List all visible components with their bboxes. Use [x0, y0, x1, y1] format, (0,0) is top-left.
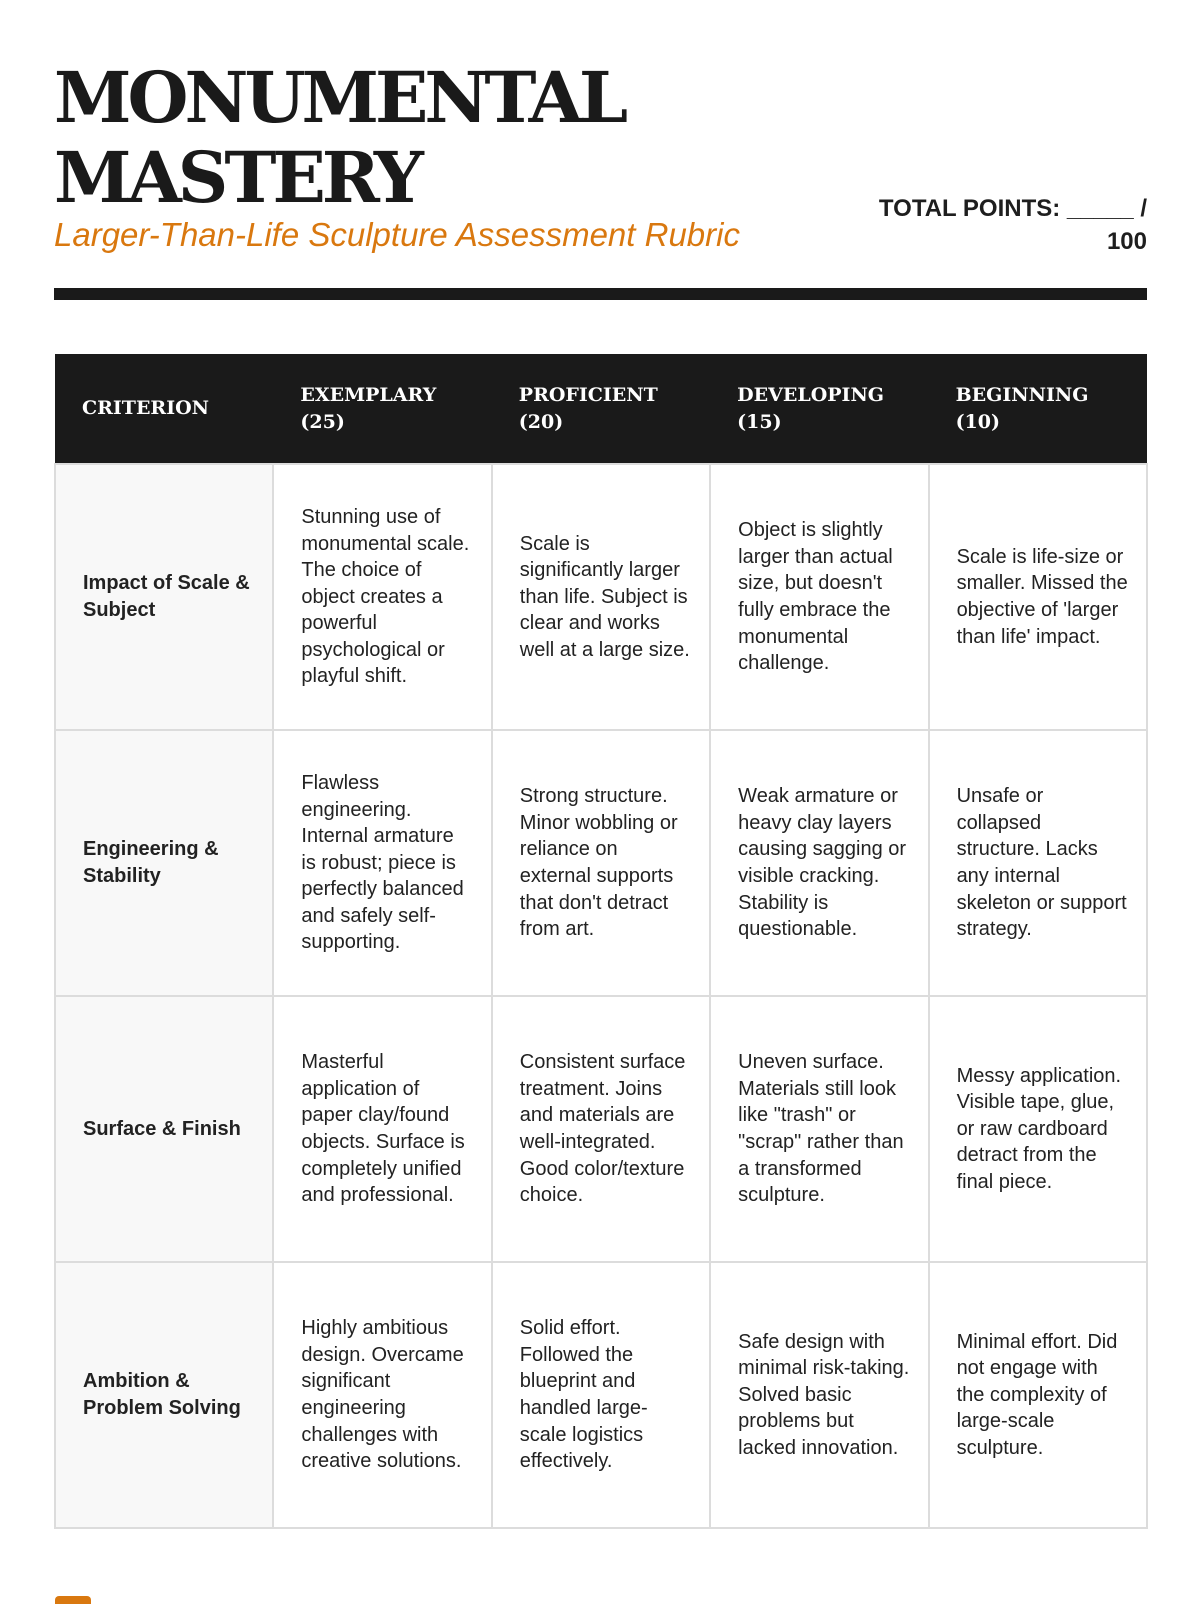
criterion-cell: Surface & Finish — [55, 996, 273, 1262]
title-line-2: MASTERY — [54, 136, 420, 219]
rubric-cell: Minimal effort. Did not engage with the complexity of large-scale sculpture. — [929, 1262, 1147, 1528]
criterion-cell: Impact of Scale & Subject — [55, 464, 273, 730]
total-points-max: 100 — [1106, 228, 1147, 255]
header-divider — [54, 288, 1147, 300]
rubric-cell: Masterful application of paper clay/found objects. Surface is completely unified and professional. — [273, 996, 491, 1262]
header — [54, 58, 1147, 300]
column-header-proficient: PROFICIENT (20) — [492, 354, 710, 464]
rubric-cell: Messy application. Visible tape, glue, or raw cardboard detract from the final piece. — [929, 996, 1147, 1262]
rubric-cell: Object is slightly larger than actual size, but doesn't fully embrace the monumental challenge. — [710, 464, 928, 730]
rubric-cell: Scale is significantly larger than life. Subject is clear and works well at a large size. — [492, 464, 710, 730]
rubric-cell: Weak armature or heavy clay layers causing sagging or visible cracking. Stability is questionable. — [710, 730, 928, 996]
footer-accent-tab — [55, 1596, 91, 1604]
rubric-cell: Strong structure. Minor wobbling or reliance on external supports that don't detract from art. — [492, 730, 710, 996]
rubric-cell: Uneven surface. Materials still look like "trash" or "scrap" rather than a transformed sculpture. — [710, 996, 928, 1262]
rubric-cell: Scale is life-size or smaller. Missed the objective of 'larger than life' impact. — [929, 464, 1147, 730]
table-row — [55, 996, 1147, 1262]
rubric-cell: Flawless engineering. Internal armature is robust; piece is perfectly balanced and safely self-supporting. — [273, 730, 491, 996]
rubric-cell: Unsafe or collapsed structure. Lacks any internal skeleton or support strategy. — [929, 730, 1147, 996]
column-header-exemplary: EXEMPLARY (25) — [273, 354, 491, 464]
criterion-cell: Ambition & Problem Solving — [55, 1262, 273, 1528]
total-points-label: TOTAL POINTS: _____ / — [878, 195, 1147, 222]
column-header-criterion: CRITERION — [55, 354, 273, 464]
criterion-cell: Engineering & Stability — [55, 730, 273, 996]
total-points — [867, 192, 1147, 258]
subtitle: Larger-Than-Life Sculpture Assessment Rubric — [54, 216, 740, 253]
rubric-table — [54, 354, 1148, 1529]
column-header-developing: DEVELOPING (15) — [710, 354, 928, 464]
rubric-cell: Solid effort. Followed the blueprint and handled large-scale logistics effectively. — [492, 1262, 710, 1528]
title-line-1: MONUMENTAL — [54, 56, 625, 139]
table-header-row — [55, 354, 1147, 464]
rubric-cell: Safe design with minimal risk-taking. Solved basic problems but lacked innovation. — [710, 1262, 928, 1528]
table-row — [55, 1262, 1147, 1528]
rubric-cell: Consistent surface treatment. Joins and materials are well-integrated. Good color/texture choice. — [492, 996, 710, 1262]
rubric-cell: Highly ambitious design. Overcame significant engineering challenges with creative solutions. — [273, 1262, 491, 1528]
column-header-beginning: BEGINNING (10) — [929, 354, 1147, 464]
rubric-cell: Stunning use of monumental scale. The choice of object creates a powerful psychological or playful shift. — [273, 464, 491, 730]
table-row — [55, 464, 1147, 730]
table-row — [55, 730, 1147, 996]
